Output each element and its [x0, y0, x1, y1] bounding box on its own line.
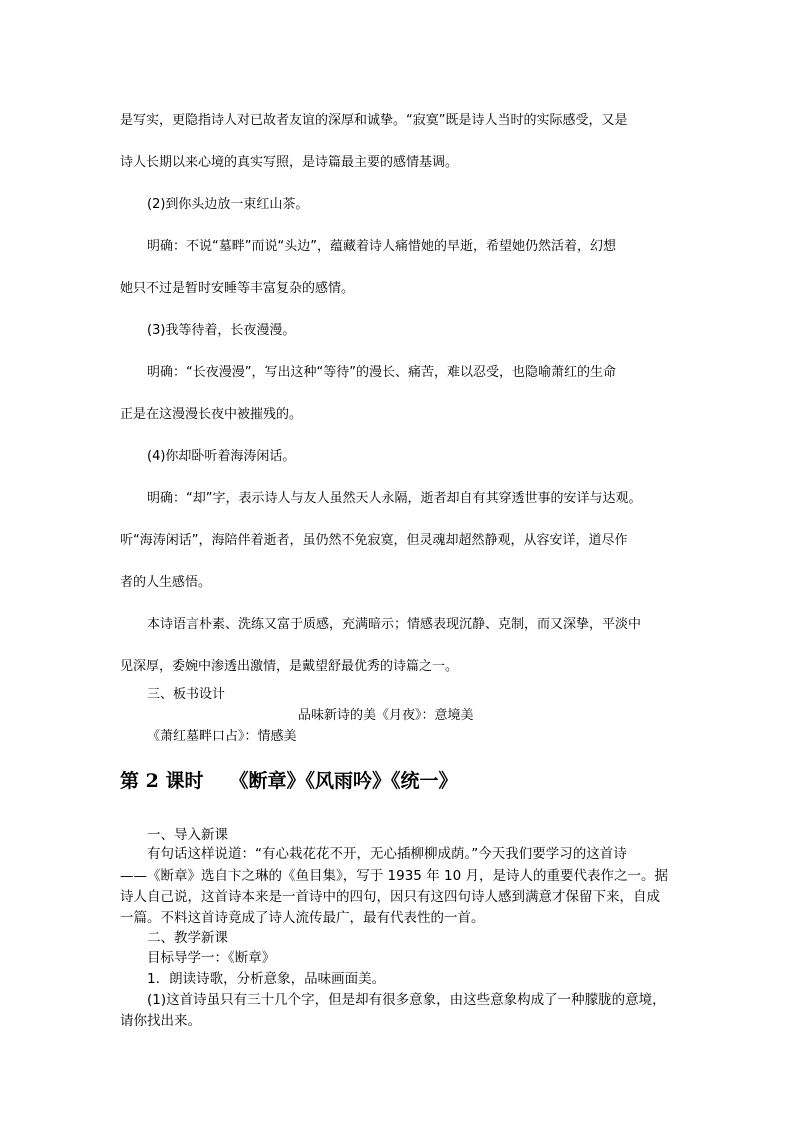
paragraph-line: 是写实，更隐指诗人对已故者友谊的深厚和诚挚。“寂寞”既是诗人当时的实际感受，又是 — [120, 113, 628, 128]
answer-line: 正是在这漫漫长夜中被摧残的。 — [120, 407, 303, 422]
lesson-number: 第 2 课时 — [120, 770, 204, 792]
question-line: (3)我等待着，长夜漫漫。 — [147, 323, 296, 338]
paragraph-line: ——《断章》选自卞之琳的《鱼目集》，写于 1935 年 10 月，是诗人的重要代表作之一。据 — [120, 868, 668, 884]
paragraph-line: 一篇。不料这首诗竟成了诗人流传最广，最有代表性的一首。 — [120, 910, 485, 926]
goal-heading: 目标导学一：《断章》 — [147, 950, 276, 966]
summary-line: 见深厚，委婉中渗透出激情，是戴望舒最优秀的诗篇之一。 — [120, 659, 459, 674]
answer-line: 明确：“长夜漫漫”，写出这种“等待”的漫长、痛苦，难以忍受，也隐喻萧红的生命 — [147, 365, 616, 380]
paragraph-line: 诗人长期以来心境的真实写照，是诗篇最主要的感情基调。 — [120, 155, 459, 170]
board-design-title: 三、板书设计 — [147, 687, 226, 702]
board-design-line: 《萧红墓畔口占》：情感美 — [147, 729, 297, 744]
answer-line: 明确：不说“墓畔”而说“头边”，蕴藏着诗人痛惜她的早逝，希望她仍然活着，幻想 — [147, 239, 616, 254]
section-heading: 二、教学新课 — [147, 930, 228, 946]
question-line: (2)到你头边放一束红山茶。 — [147, 197, 309, 212]
paragraph-line: 请你找出来。 — [120, 1013, 201, 1029]
paragraph-line: 诗人自己说，这首诗本来是一首诗中的四句，因只有这四句诗人感到满意才保留下来，自成 — [120, 889, 660, 905]
section-heading: 一、导入新课 — [147, 827, 228, 843]
paragraph-line: (1)这首诗虽只有三十几个字，但是却有很多意象，由这些意象构成了一种朦胧的意境， — [147, 992, 666, 1008]
answer-line: 她只不过是暂时安睡等丰富复杂的感情。 — [120, 281, 355, 296]
lesson-titles: 《断章》《风雨吟》《统一》 — [229, 770, 458, 792]
answer-line: 听“海涛闲话”，海陪伴着逝者，虽仍然不免寂寞，但灵魂却超然静观，从容安详，道尽作 — [120, 533, 628, 548]
lesson-heading — [120, 766, 457, 793]
question-line: (4)你却卧听着海涛闲话。 — [147, 449, 296, 464]
summary-line: 本诗语言朴素、洗练又富于质感，充满暗示；情感表现沉静、克制，而又深挚，平淡中 — [147, 617, 642, 632]
board-design-line: 品味新诗的美《月夜》：意境美 — [298, 708, 474, 723]
answer-line: 明确：“却”字，表示诗人与友人虽然天人永隔，逝者却自有其穿透世事的安详与达观。 — [147, 491, 642, 506]
answer-line: 者的人生感悟。 — [120, 575, 212, 590]
paragraph-line: 1．朗读诗歌，分析意象，品味画面美。 — [147, 971, 386, 987]
paragraph-line: 有句话这样说道：“有心栽花花不开，无心插柳柳成荫。”今天我们要学习的这首诗 — [147, 846, 627, 862]
